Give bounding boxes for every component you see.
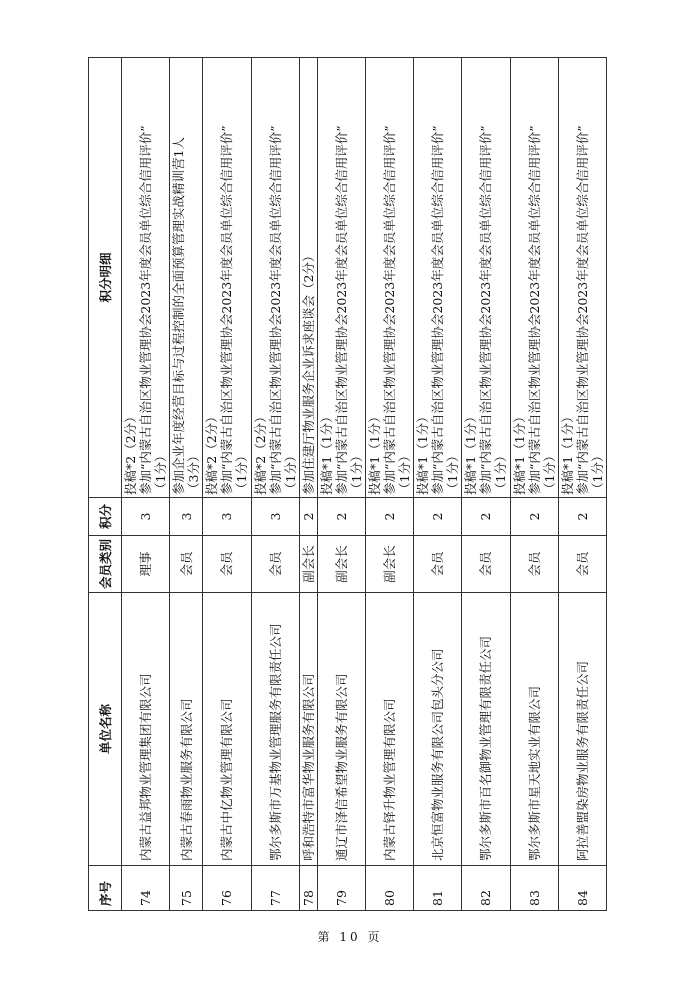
cell-detail: 投稿*1（1分） 参加“内蒙古自治区物业管理协会2023年度会员单位综合信用评价” （1分） (365, 58, 413, 498)
table-body (122, 58, 607, 911)
cell-type: 会员 (170, 536, 203, 593)
cell-name: 鄂尔多斯市万基物业管理服务有限责任公司 (251, 593, 299, 866)
cell-detail: 参加住建厅物业服务企业诉求座谈会（2分） (299, 58, 317, 498)
page-number: 第 10 页 (317, 930, 383, 944)
cell-no: 76 (203, 866, 251, 911)
cell-no: 75 (170, 866, 203, 911)
table-row (122, 58, 170, 911)
cell-score: 2 (414, 498, 462, 536)
cell-name: 鄂尔多斯市百名御物业管理有限责任公司 (462, 593, 510, 866)
cell-name: 呼和浩特市富华物业服务有限公司 (299, 593, 317, 866)
cell-type: 会员 (414, 536, 462, 593)
cell-score: 2 (299, 498, 317, 536)
rotated-table-container (88, 58, 607, 911)
cell-name: 内蒙古中亿物业管理有限公司 (203, 593, 251, 866)
cell-score: 3 (170, 498, 203, 536)
cell-type: 会员 (462, 536, 510, 593)
cell-type: 副会长 (317, 536, 365, 593)
cell-no: 74 (122, 866, 170, 911)
cell-score: 3 (251, 498, 299, 536)
cell-type: 副会长 (365, 536, 413, 593)
cell-detail: 投稿*2（2分） 参加“内蒙古自治区物业管理协会2023年度会员单位综合信用评价” （1分） (203, 58, 251, 498)
table-row (510, 58, 558, 911)
cell-detail: 投稿*2（2分） 参加“内蒙古自治区物业管理协会2023年度会员单位综合信用评价” （1分） (251, 58, 299, 498)
cell-type: 会员 (558, 536, 606, 593)
table-row (317, 58, 365, 911)
header-name: 单位名称 (89, 593, 122, 866)
cell-score: 2 (317, 498, 365, 536)
cell-no: 83 (510, 866, 558, 911)
table-row (251, 58, 299, 911)
cell-score: 2 (462, 498, 510, 536)
cell-name: 通辽市泽信希望物业服务有限公司 (317, 593, 365, 866)
cell-detail: 投稿*1（1分） 参加“内蒙古自治区物业管理协会2023年度会员单位综合信用评价” （1分） (510, 58, 558, 498)
cell-no: 77 (251, 866, 299, 911)
cell-type: 理事 (122, 536, 170, 593)
table-row (299, 58, 317, 911)
cell-type: 会员 (251, 536, 299, 593)
cell-detail: 投稿*1（1分） 参加“内蒙古自治区物业管理协会2023年度会员单位综合信用评价” （1分） (317, 58, 365, 498)
cell-detail: 参加企业年度经营目标与过程控制的全面预算管理实战精训营1人 （3分） (170, 58, 203, 498)
cell-name: 内蒙古益邦物业管理集团有限公司 (122, 593, 170, 866)
cell-name: 鄂尔多斯市星天地实业有限公司 (510, 593, 558, 866)
cell-type: 会员 (203, 536, 251, 593)
header-no: 序号 (89, 866, 122, 911)
member-points-table (88, 57, 607, 911)
cell-name: 北京恒富物业服务有限公司包头分公司 (414, 593, 462, 866)
cell-name: 内蒙古春雨物业服务有限公司 (170, 593, 203, 866)
header-score: 积分 (89, 498, 122, 536)
cell-type: 会员 (510, 536, 558, 593)
table-row (170, 58, 203, 911)
cell-no: 78 (299, 866, 317, 911)
table-row (414, 58, 462, 911)
header-detail: 积分明细 (89, 58, 122, 498)
cell-score: 3 (203, 498, 251, 536)
table-row (558, 58, 606, 911)
table-header-row (89, 58, 122, 911)
cell-no: 84 (558, 866, 606, 911)
table-row (462, 58, 510, 911)
cell-detail: 投稿*1（1分） 参加“内蒙古自治区物业管理协会2023年度会员单位综合信用评价” （1分） (462, 58, 510, 498)
cell-no: 80 (365, 866, 413, 911)
cell-detail: 投稿*1（1分） 参加“内蒙古自治区物业管理协会2023年度会员单位综合信用评价” （1分） (414, 58, 462, 498)
cell-name: 内蒙古铎升物业管理有限公司 (365, 593, 413, 866)
cell-detail: 投稿*2（2分） 参加“内蒙古自治区物业管理协会2023年度会员单位综合信用评价” （1分） (122, 58, 170, 498)
header-type: 会员类别 (89, 536, 122, 593)
cell-score: 3 (122, 498, 170, 536)
cell-no: 82 (462, 866, 510, 911)
table-row (365, 58, 413, 911)
cell-no: 79 (317, 866, 365, 911)
cell-detail: 投稿*1（1分） 参加“内蒙古自治区物业管理协会2023年度会员单位综合信用评价” （1分） (558, 58, 606, 498)
cell-name: 阿拉善盟染房物业服务有限责任公司 (558, 593, 606, 866)
cell-score: 2 (365, 498, 413, 536)
cell-score: 2 (510, 498, 558, 536)
cell-score: 2 (558, 498, 606, 536)
cell-type: 副会长 (299, 536, 317, 593)
table-row (203, 58, 251, 911)
cell-no: 81 (414, 866, 462, 911)
